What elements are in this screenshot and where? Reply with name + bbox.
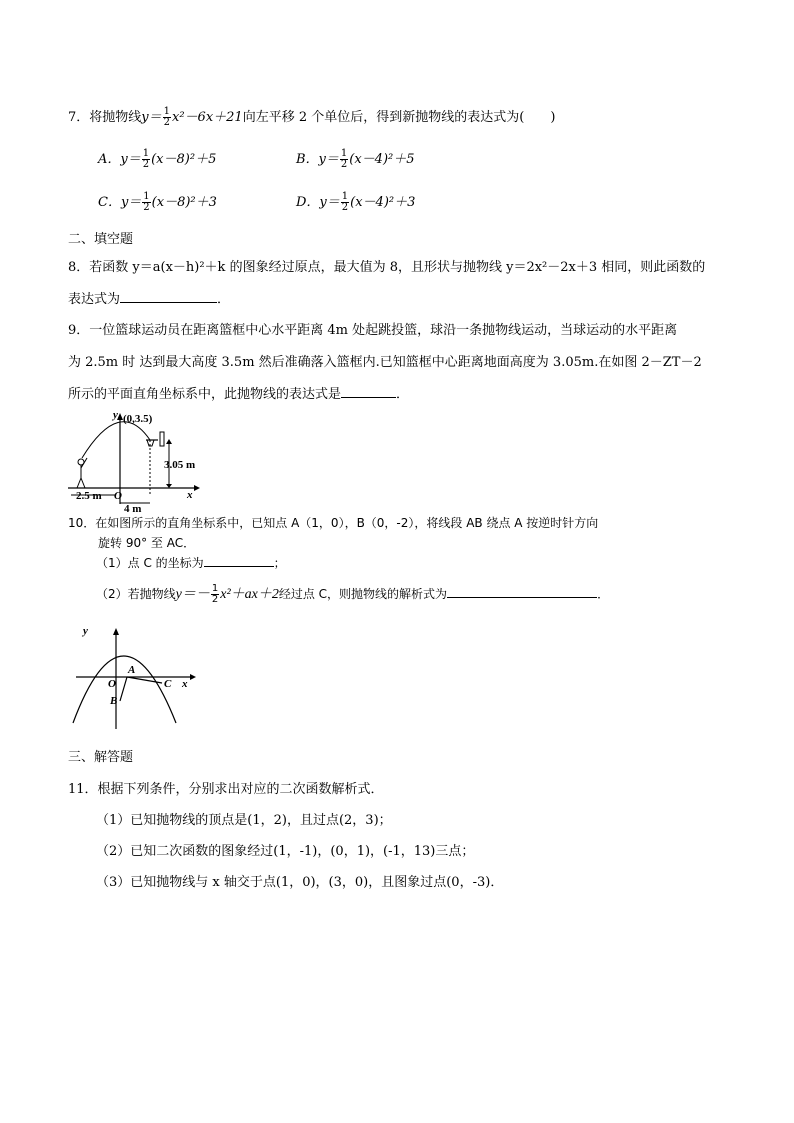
q7-lead: 7．将抛物线 (68, 110, 142, 125)
option-rest: (x－8)²＋5 (151, 152, 217, 167)
q11-item-2: （2）已知二次函数的图象经过(1，-1)，(0，1)，(-1，13)三点； (96, 844, 475, 859)
q10-part1-blank[interactable] (204, 565, 274, 567)
q7-frac-num: 1 (163, 106, 171, 117)
parabola (73, 656, 176, 723)
option-rest: (x－4)²＋3 (350, 195, 416, 210)
frac-den: 2 (341, 202, 349, 213)
q8-end: ． (217, 292, 231, 307)
q8-line-2 (68, 292, 230, 308)
section-heading-fill-in: 二、填空题 (68, 232, 134, 247)
q11-title: 11．根据下列条件，分别求出对应的二次函数解析式． (68, 782, 384, 797)
q10-part2-y: y＝－ (175, 587, 210, 602)
basketball-figure (66, 406, 206, 516)
q10-part2-end: ． (597, 587, 610, 601)
fig10-point-b: B (110, 695, 118, 707)
fig10-y-label: y (83, 625, 88, 637)
q7-option-c[interactable] (98, 192, 217, 213)
q10-frac-num: 1 (211, 583, 219, 594)
fig10-point-c: C (164, 678, 172, 690)
frac-num: 1 (340, 148, 348, 159)
q11-item-1: （1）已知抛物线的顶点是(1，2)，且过点(2，3)； (96, 813, 392, 828)
fig10-origin-label: O (108, 678, 116, 690)
frac-num: 1 (143, 191, 150, 202)
q10-part2-pre: （2）若抛物线 (96, 587, 176, 601)
q10-part-2 (96, 584, 609, 605)
q10-line-2: 旋转 90° 至 AC． (98, 536, 196, 550)
q10-fraction (211, 584, 219, 605)
q7-expr-pre: y＝ (141, 110, 162, 125)
segment-ac (127, 677, 162, 683)
q10-part-1 (96, 556, 286, 570)
frac-den: 2 (340, 159, 348, 170)
fig10-x-label: x (182, 678, 188, 690)
q10-part1-label: （1）点 C 的坐标为 (96, 556, 204, 570)
backboard (160, 432, 164, 446)
player-leg-left (77, 478, 81, 488)
q10-part2-blank[interactable] (447, 596, 597, 598)
q8-answer-blank[interactable] (120, 301, 217, 303)
fig9-height-label: 3.05 m (164, 459, 196, 471)
q8-label: 表达式为 (68, 292, 121, 307)
question-7-stem (68, 107, 555, 128)
height-arrow-up (166, 439, 172, 444)
option-fraction (340, 149, 348, 170)
option-label: C．y＝ (98, 195, 142, 210)
q7-option-d[interactable] (296, 192, 415, 213)
ball-trajectory (82, 422, 150, 458)
option-rest: (x－8)²＋3 (151, 195, 217, 210)
q7-tail: 向左平移 2 个单位后，得到新抛物线的表达式为( ) (242, 110, 556, 125)
frac-den: 2 (142, 159, 150, 170)
q11-item-3: （3）已知抛物线与 x 轴交于点(1，0)，(3，0)，且图象过点(0，-3)． (96, 875, 504, 890)
option-fraction (142, 192, 150, 213)
option-label: D．y＝ (296, 195, 340, 210)
segment-ab (120, 677, 127, 701)
fig9-x-label: x (187, 489, 193, 501)
fig9-left-distance: 2.5 m (76, 490, 102, 502)
option-rest: (x－4)²＋5 (349, 152, 415, 167)
option-fraction (142, 149, 150, 170)
frac-den: 2 (143, 202, 150, 213)
q9-answer-blank[interactable] (341, 396, 396, 398)
frac-num: 1 (142, 148, 150, 159)
q10-part1-end: ； (273, 556, 286, 570)
player-leg-right (81, 478, 85, 488)
option-fraction (341, 192, 349, 213)
y-axis-arrow (113, 628, 119, 635)
fig9-bottom-distance: 4 m (124, 503, 142, 515)
q7-frac-den: 2 (163, 117, 171, 128)
height-arrow-down (166, 484, 172, 488)
section-heading-solutions: 三、解答题 (68, 750, 134, 765)
coordinate-figure (68, 621, 198, 731)
x-axis-arrow (190, 674, 196, 680)
q8-line-1: 8．若函数 y＝a(x－h)²＋k 的图象经过原点，最大值为 8，且形状与抛物线 y＝2x²－2x＋3 相同，则此函数的 (68, 260, 706, 275)
frac-num: 1 (341, 191, 349, 202)
q9-line-2: 为 2.5m 时 达到最大高度 3.5m 然后准确落入篮框内.已知篮框中心距离地面高度为 3.05m.在如图 2－ZT－2 (68, 355, 702, 370)
q7-expr-post: x²－6x＋21 (172, 110, 243, 125)
option-label: A．y＝ (98, 152, 141, 167)
q10-line-1: 10．在如图所示的直角坐标系中，已知点 A（1，0），B（0，-2），将线段 AB 绕点 A 按逆时针方向 (68, 516, 599, 530)
q9-line-3 (68, 387, 409, 403)
q10-part2-post: x²＋ax＋2 (220, 587, 279, 602)
q10-frac-den: 2 (211, 594, 219, 605)
fig10-point-a: A (128, 664, 136, 676)
q10-part2-tail: 经过点 C，则抛物线的解析式为 (278, 587, 448, 601)
q7-fraction (163, 107, 171, 128)
q9-label: 所示的平面直角坐标系中，此抛物线的表达式是 (68, 387, 342, 402)
q7-option-b[interactable] (296, 149, 415, 170)
fig9-y-label: y (113, 409, 118, 421)
option-label: B．y＝ (296, 152, 339, 167)
fig9-origin-label: O (114, 490, 122, 502)
q9-end: ． (396, 387, 410, 402)
q9-line-1: 9．一位篮球运动员在距离篮框中心水平距离 4m 处起跳投篮，球沿一条抛物线运动，当球运动的水平距离 (68, 323, 678, 338)
fig9-apex-label: (0,3.5) (123, 413, 153, 425)
q7-option-a[interactable] (98, 149, 216, 170)
x-axis-arrow (194, 485, 200, 491)
